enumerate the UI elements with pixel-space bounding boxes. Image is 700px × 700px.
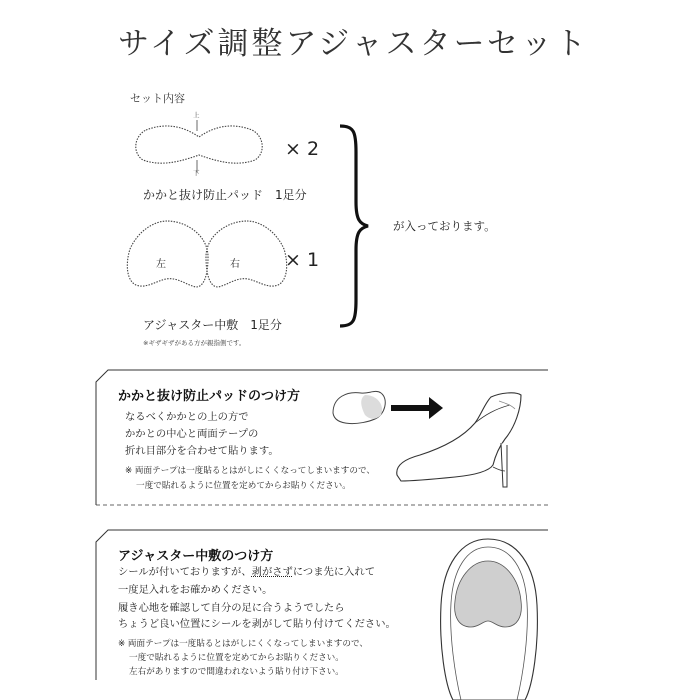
page-title: サイズ調整アジャスターセット [118,26,590,62]
insole-left-mark: 左 [156,259,166,270]
pad-instruction-line: 折れ目部分を合わせて貼ります。 [125,445,279,457]
pad-note-line: ※ 両面テープは一度貼るとはがしにくくなってしまいますので、 [125,466,375,476]
insole-in-shoe-illustration [433,535,543,700]
pad-to-shoe-illustration [325,375,530,493]
arrow-icon [429,397,443,419]
insole-right-mark: 右 [230,259,240,270]
pad-multiplier: × 2 [285,138,320,160]
insole-instructions-heading: アジャスター中敷のつけ方 [118,549,274,564]
insole-instruction-line: ちょうど良い位置にシールを剥がして貼り付けてください。 [118,618,396,630]
pad-bottom-mark: 下 [193,169,200,177]
insole-note-line: 左右がありますので間違われないよう貼り付け下さい。 [129,667,344,677]
set-contents-label: セット内容 [130,92,185,105]
insole-note-line: 一度で貼れるように位置を定めてからお貼りください。 [129,653,344,663]
pad-instruction-line: なるべくかかとの上の方で [125,411,249,423]
insole-instruction-line: 履き心地を確認して自分の足に合うようでしたら [118,602,345,614]
insole-instruction-line: シールが付いておりますが、剥がさずにつま先に入れて [118,566,376,578]
insole-instruction-line: 一度足入れをお確かめください。 [118,584,273,596]
pad-caption: かかと抜け防止パッド 1足分 [143,188,307,202]
pad-instructions-heading: かかと抜け防止パッドのつけ方 [118,389,301,404]
insole-note: ※ギザギザがある方が親指側です。 [143,339,246,347]
pad-instruction-line: かかとの中心と両面テープの [125,428,259,440]
insole-caption: アジャスター中敷 1足分 [143,318,282,332]
no-peel-emphasis: 剥がさず [251,566,293,578]
pad-top-mark: 上 [193,111,200,119]
pad-note-line: 一度で貼れるように位置を定めてからお貼りください。 [136,481,351,491]
included-text: が入っております。 [393,219,496,233]
insole-note-line: ※ 両面テープは一度貼るとはがしにくくなってしまいますので、 [118,639,368,649]
insole-multiplier: × 1 [285,249,320,271]
